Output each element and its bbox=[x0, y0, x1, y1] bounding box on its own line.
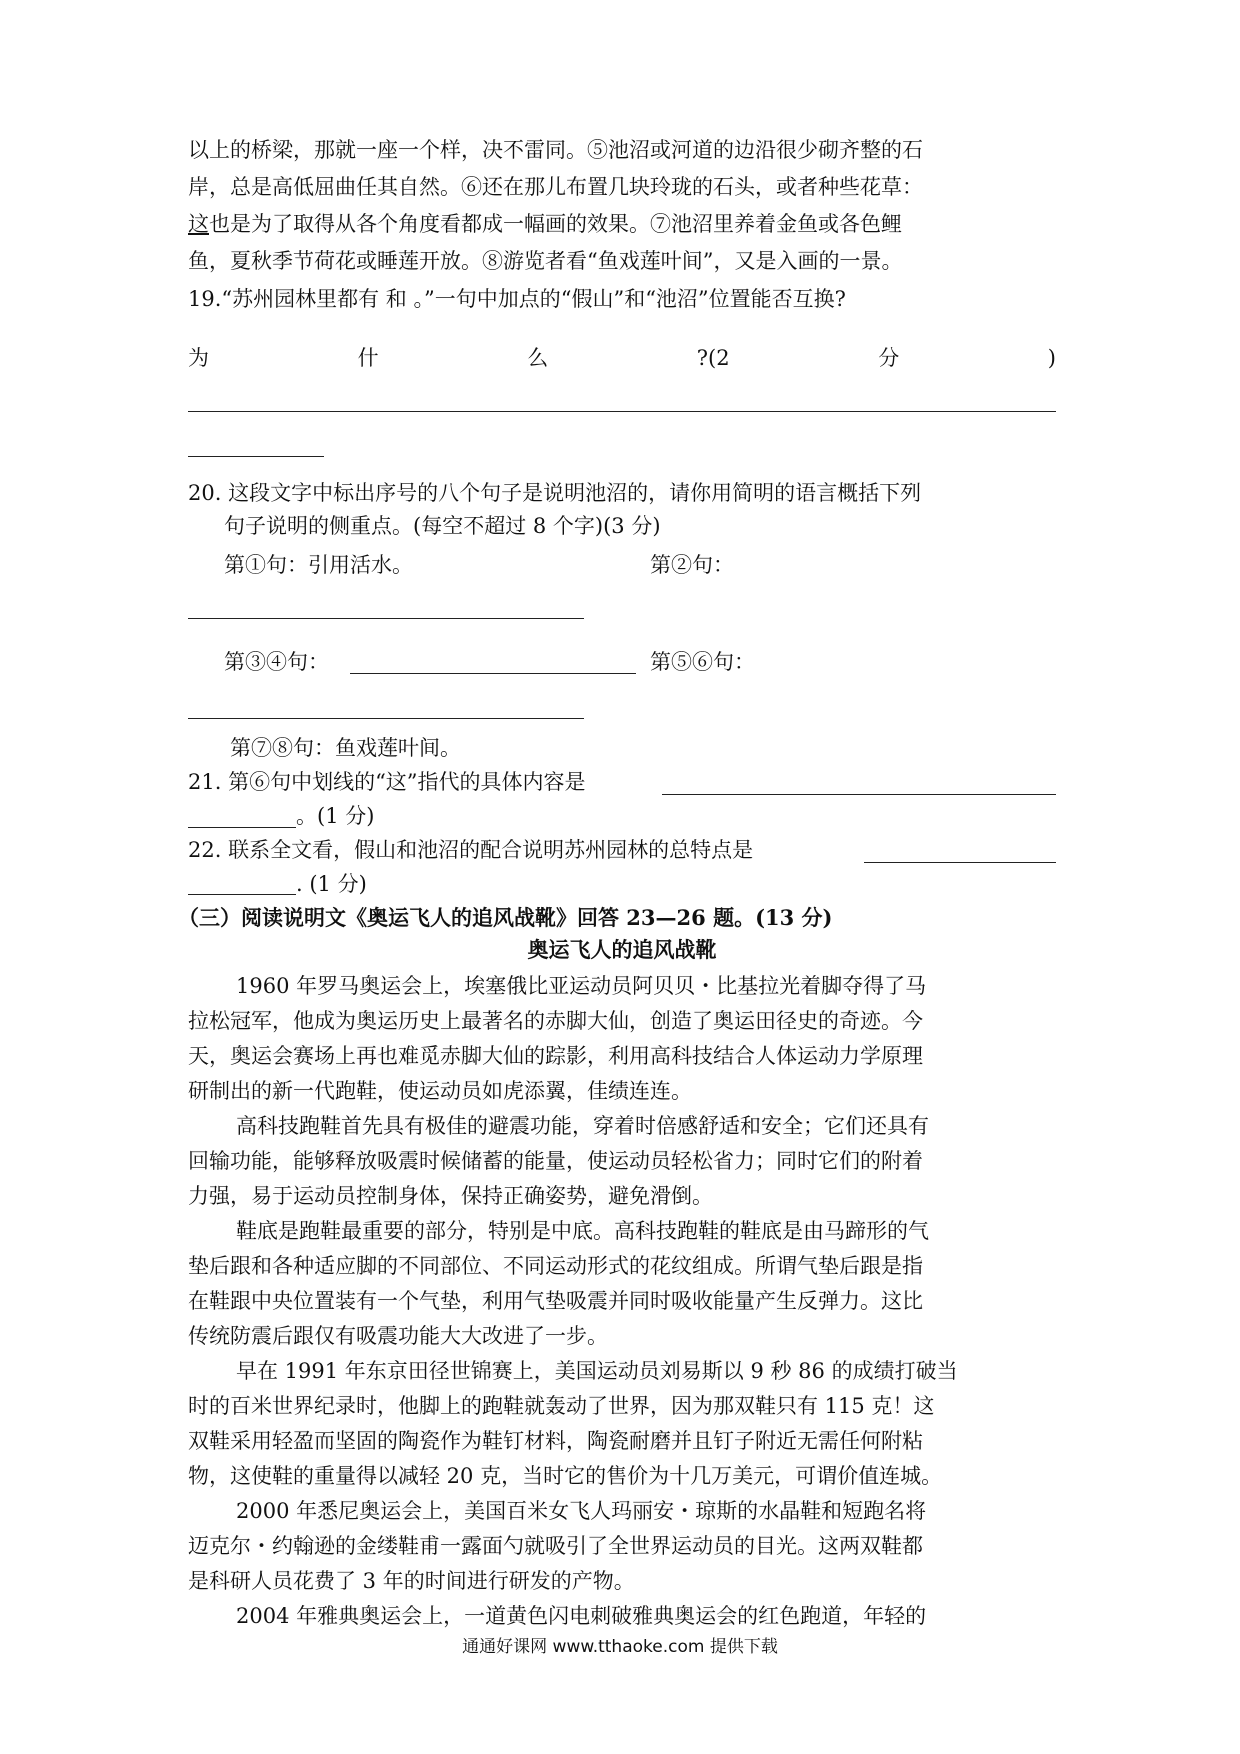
answer-blank-21b[interactable] bbox=[188, 827, 296, 828]
article-line: 研制出的新一代跑鞋，使运动员如虎添翼，佳绩连连。 bbox=[188, 1079, 692, 1103]
q19-why-6: ) bbox=[1047, 346, 1056, 370]
article-line: 2004 年雅典奥运会上，一道黄色闪电刺破雅典奥运会的红色跑道，年轻的 bbox=[236, 1604, 927, 1628]
answer-blank-20-56[interactable] bbox=[188, 718, 584, 719]
answer-blank-22b[interactable] bbox=[188, 894, 296, 895]
question-21: 21. 第⑥句中划线的“这”指代的具体内容是 bbox=[188, 770, 586, 794]
q19-why-2: 什 bbox=[357, 346, 379, 370]
article-line: 垫后跟和各种适应脚的不同部位、不同运动形式的花纹组成。所谓气垫后跟是指 bbox=[188, 1254, 923, 1278]
answer-blank-22a[interactable] bbox=[864, 862, 1056, 863]
question-22-points: . (1 分) bbox=[296, 872, 367, 896]
article-line: 双鞋采用轻盈而坚固的陶瓷作为鞋钉材料，陶瓷耐磨并且钉子附近无需任何附粘 bbox=[188, 1429, 923, 1453]
q20-sentence-34-label: 第③④句： bbox=[224, 650, 329, 674]
question-22: 22. 联系全文看，假山和池沼的配合说明苏州园林的总特点是 bbox=[188, 838, 754, 862]
answer-blank-20-34[interactable] bbox=[350, 673, 636, 674]
article-line: 天，奥运会赛场上再也难觅赤脚大仙的踪影，利用高科技结合人体运动力学原理 bbox=[188, 1044, 923, 1068]
article-line: 鞋底是跑鞋最重要的部分，特别是中底。高科技跑鞋的鞋底是由马蹄形的气 bbox=[236, 1219, 929, 1243]
q19-why-3: 么 bbox=[527, 346, 549, 370]
article-line: 在鞋跟中央位置装有一个气垫，利用气垫吸震并同时吸收能量产生反弹力。这比 bbox=[188, 1289, 923, 1313]
passage-line-2: 岸，总是高低屈曲任其自然。⑥还在那儿布置几块玲珑的石头，或者种些花草： bbox=[188, 175, 923, 199]
passage-line-4: 鱼，夏秋季节荷花或睡莲开放。⑧游览者看“鱼戏莲叶间”，又是入画的一景。 bbox=[188, 249, 903, 273]
answer-blank-19a[interactable] bbox=[188, 411, 1056, 412]
page-footer: 通通好课网 www.tthaoke.com 提供下载 bbox=[462, 1637, 778, 1657]
q19-why-5: 分 bbox=[878, 346, 900, 370]
q19-why-4: ?(2 bbox=[696, 346, 730, 370]
article-line: 是科研人员花费了 3 年的时间进行研发的产物。 bbox=[188, 1569, 635, 1593]
article-line: 2000 年悉尼奥运会上，美国百米女飞人玛丽安・琼斯的水晶鞋和短跑名将 bbox=[236, 1499, 927, 1523]
article-line: 高科技跑鞋首先具有极佳的避震功能，穿着时倍感舒适和安全；它们还具有 bbox=[236, 1114, 929, 1138]
answer-blank-21a[interactable] bbox=[662, 794, 1056, 795]
section-3-heading: （三）阅读说明文《奥运飞人的追风战靴》回答 23—26 题。(13 分) bbox=[178, 905, 833, 930]
q19-why-1: 为 bbox=[188, 346, 209, 370]
passage-line-3 bbox=[188, 208, 1056, 240]
question-21-points: 。(1 分) bbox=[296, 804, 375, 828]
article-line: 1960 年罗马奥运会上，埃塞俄比亚运动员阿贝贝・比基拉光着脚夺得了马 bbox=[236, 974, 927, 998]
article-line: 拉松冠军，他成为奥运历史上最著名的赤脚大仙，创造了奥运田径史的奇迹。今 bbox=[188, 1009, 923, 1033]
article-line: 传统防震后跟仅有吸震功能大大改进了一步。 bbox=[188, 1324, 608, 1348]
question-19: 19.“苏州园林里都有 和 。”一句中加点的“假山”和“池沼”位置能否互换? bbox=[188, 287, 846, 311]
question-20-line-2: 句子说明的侧重点。(每空不超过 8 个字)(3 分) bbox=[224, 514, 661, 538]
article-line: 力强，易于运动员控制身体，保持正确姿势，避免滑倒。 bbox=[188, 1184, 713, 1208]
article-line: 早在 1991 年东京田径世锦赛上，美国运动员刘易斯以 9 秒 86 的成绩打破当 bbox=[236, 1359, 958, 1383]
article-line: 时的百米世界纪录时，他脚上的跑鞋就轰动了世界，因为那双鞋只有 115 克！这 bbox=[188, 1394, 935, 1418]
q20-sentence-56-label: 第⑤⑥句： bbox=[650, 650, 755, 674]
answer-blank-20-2[interactable] bbox=[188, 618, 584, 619]
article-line: 迈克尔・约翰逊的金缕鞋甫一露面勺就吸引了全世界运动员的目光。这两双鞋都 bbox=[188, 1534, 923, 1558]
question-19-why bbox=[188, 342, 1056, 374]
passage-line-3-text: 也是为了取得从各个角度看都成一幅画的效果。⑦池沼里养着金鱼或各色鲤 bbox=[209, 212, 902, 236]
question-20-line-1: 20. 这段文字中标出序号的八个句子是说明池沼的，请你用简明的语言概括下列 bbox=[188, 481, 922, 505]
passage-line-1: 以上的桥梁，那就一座一个样，决不雷同。⑤池沼或河道的边沿很少砌齐整的石 bbox=[188, 138, 923, 162]
answer-blank-19b[interactable] bbox=[188, 456, 324, 457]
article-line: 回输功能，能够释放吸震时候储蓄的能量，使运动员轻松省力；同时它们的附着 bbox=[188, 1149, 923, 1173]
q20-sentence-2-label: 第②句： bbox=[650, 553, 734, 577]
q20-sentence-78: 第⑦⑧句：鱼戏莲叶间。 bbox=[230, 736, 461, 760]
underlined-word: 这 bbox=[188, 212, 209, 236]
article-line: 物，这使鞋的重量得以减轻 20 克，当时它的售价为十几万美元，可谓价值连城。 bbox=[188, 1464, 943, 1488]
q20-sentence-1: 第①句：引用活水。 bbox=[224, 553, 413, 577]
article-title: 奥运飞人的追风战靴 bbox=[527, 937, 717, 962]
